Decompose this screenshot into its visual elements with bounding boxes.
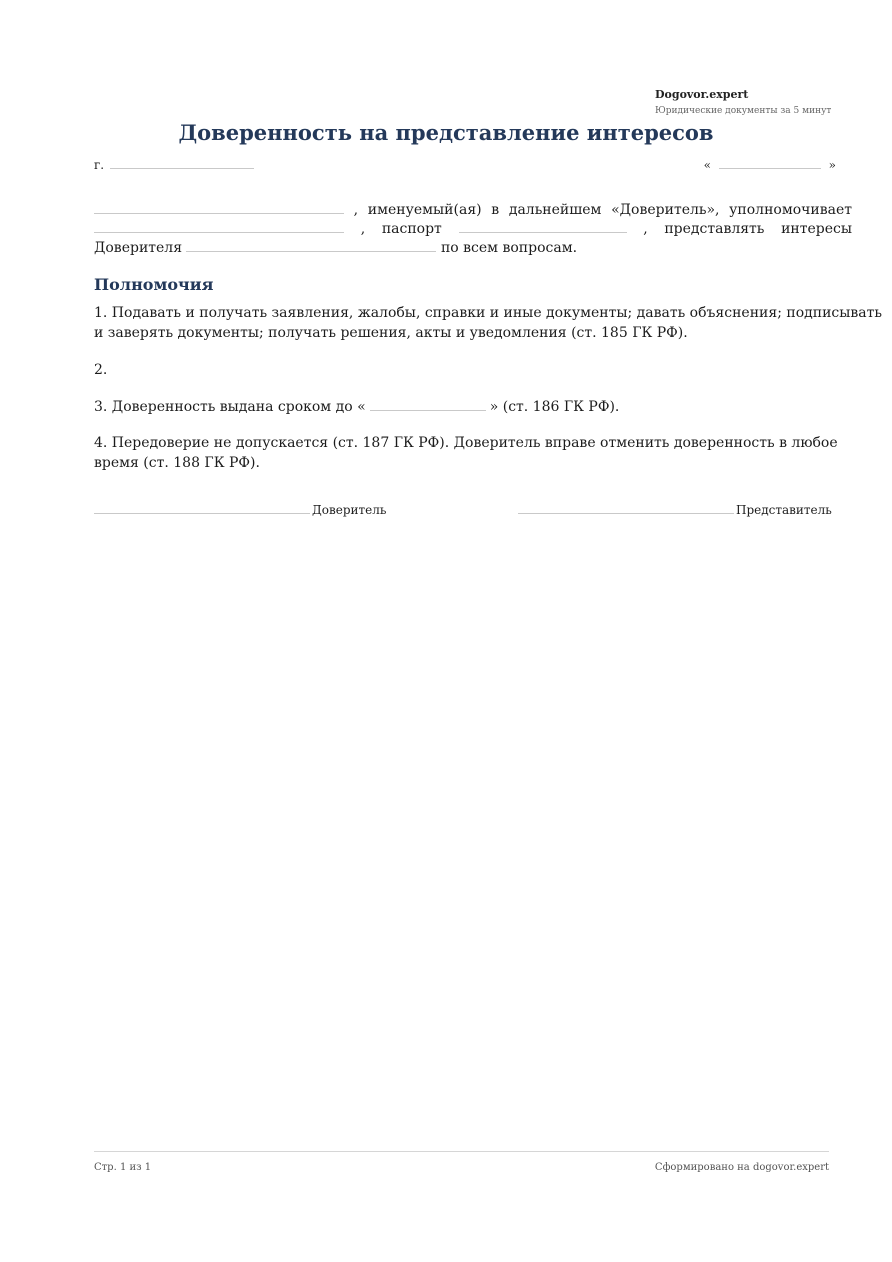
item3-start: 3. Доверенность выдана сроком до « xyxy=(94,399,366,415)
term-date-blank[interactable] xyxy=(370,397,486,411)
date-field-row xyxy=(704,155,836,174)
power-item-4: 4. Передоверие не допускается (ст. 187 ГК РФ). Доверитель вправе отменить доверенность в любое время (ст. 188 ГК РФ). xyxy=(94,435,838,471)
page-number: Стр. 1 из 1 xyxy=(94,1162,152,1173)
intro-line-1 xyxy=(94,200,852,220)
intro-passport-label: , паспорт xyxy=(360,221,442,237)
principal-name-blank[interactable] xyxy=(94,200,344,214)
footer-divider xyxy=(94,1151,829,1152)
brand-header xyxy=(655,88,831,118)
power-item-1: 1. Подавать и получать заявления, жалобы, справки и иные документы; давать объяснения; подписывать и заверять документы; получать решения, акты и уведомления (ст. 185 ГК РФ). xyxy=(94,305,882,341)
date-open-quote: « xyxy=(703,158,711,172)
intro-line3-end: по всем вопросам. xyxy=(440,240,578,256)
representative-signature-label: Представитель xyxy=(736,503,832,517)
representative-signature-line[interactable] xyxy=(518,497,734,514)
principal-signature-label: Доверитель xyxy=(312,503,387,517)
generated-note: Сформировано на dogovor.expert xyxy=(654,1162,829,1173)
date-close-quote: » xyxy=(828,158,836,172)
date-blank-field[interactable] xyxy=(719,155,821,169)
intro-line1-text: , именуемый(ая) в дальнейшем «Доверитель», уполномочивает xyxy=(353,202,852,218)
brand-name: Dogovor.expert xyxy=(655,88,749,101)
power-item-2: 2. xyxy=(94,362,108,378)
power-item-3 xyxy=(94,397,884,417)
city-field-row xyxy=(94,155,254,174)
city-blank-field[interactable] xyxy=(110,155,254,169)
intro-line-2 xyxy=(94,219,852,239)
section-heading-powers: Полномочия xyxy=(94,275,214,294)
representative-signature xyxy=(518,497,832,518)
principal-details-blank[interactable] xyxy=(186,238,436,252)
city-prefix: г. xyxy=(94,158,105,172)
principal-signature xyxy=(94,497,386,518)
principal-signature-line[interactable] xyxy=(94,497,310,514)
intro-line3-start: Доверителя xyxy=(94,240,183,256)
document-title: Доверенность на представление интересов xyxy=(178,120,714,145)
item3-end: » (ст. 186 ГК РФ). xyxy=(489,399,620,415)
brand-tagline: Юридические документы за 5 минут xyxy=(655,106,832,116)
intro-represent-text: , представлять интересы xyxy=(643,221,853,237)
representative-name-blank[interactable] xyxy=(94,219,344,233)
intro-line-3 xyxy=(94,238,852,258)
passport-blank[interactable] xyxy=(459,219,627,233)
